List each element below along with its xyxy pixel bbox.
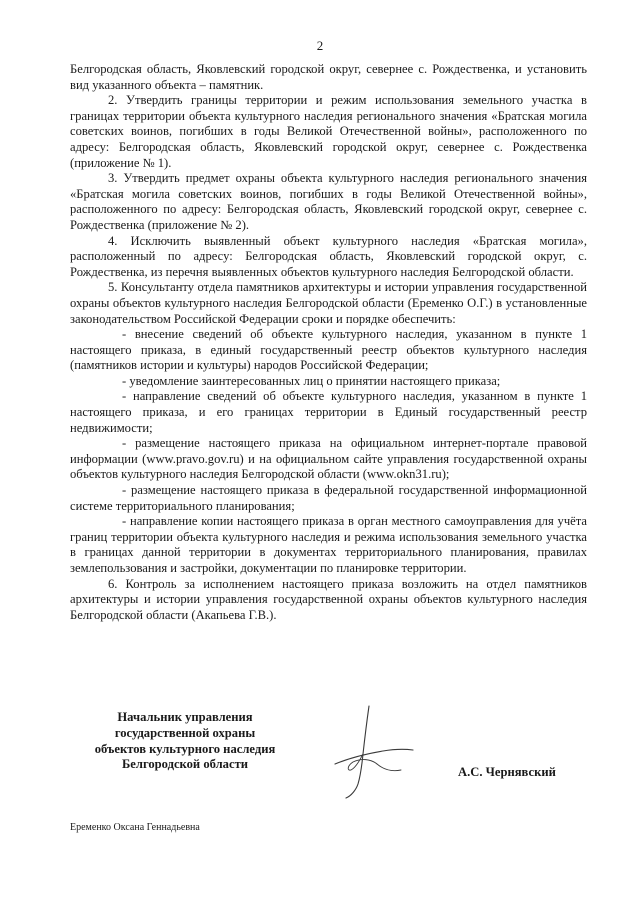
position-line: Начальник управления — [117, 710, 253, 724]
position-line: государственной охраны — [114, 725, 256, 740]
signatory-position — [70, 710, 300, 773]
bullet-information-system: - размещение настоящего приказа в федеральной государственной информационной системе территориального планирования; — [70, 483, 587, 513]
position-line: объектов культурного наследия — [94, 741, 276, 756]
paragraph-item-3: 3. Утвердить предмет охраны объекта культурного наследия регионального значения «Братская могила советских воинов, погибших в годы Великой Отечественной войны», расположенного по адресу: Белгородская область, Яковлевский городской округ, севернее с. Рождественка (приложение № 2). — [70, 171, 587, 232]
paragraph-item-4: 4. Исключить выявленный объект культурного наследия «Братская могила», расположенный по адресу: Белгородская область, Яковлевский городской округ, с. Рождественка, из перечня выявленных объектов культурного наследия Белгородской области. — [70, 233, 587, 279]
bullet-local-government: - направление копии настоящего приказа в орган местного самоуправления для учёта границ территории объекта культурного наследия и режима использования земельного участка в границах данной территории в документах территориального планирования, правилах землепользования и застройки, документации по планировке территории. — [70, 514, 587, 575]
executor-name: Еременко Оксана Геннадьевна — [70, 822, 200, 833]
paragraph-item-6: 6. Контроль за исполнением настоящего приказа возложить на отдел памятников архитектуры и истории управления государственной охраны объектов культурного наследия Белгородской области (Акапьева Г.В.). — [70, 576, 587, 622]
bullet-real-estate-registry: - направление сведений об объекте культурного наследия, указанном в пункте 1 настоящего приказа, и его границах территории в Единый государственный реестр недвижимости; — [70, 389, 587, 435]
bullet-publication: - размещение настоящего приказа на официальном интернет-портале правовой информации (www.pravo.gov.ru) и на официальном сайте управления государственной охраны объектов культурного наследия Белгородской области (www.okn31.ru); — [70, 436, 587, 482]
paragraph-continuation: Белгородская область, Яковлевский городской округ, севернее с. Рождественка, и установить вид указанного объекта – памятник. — [70, 62, 587, 92]
signer-name: А.С. Чернявский — [458, 765, 556, 779]
paragraph-item-2: 2. Утвердить границы территории и режим использования земельного участка в границах территории объекта культурного наследия регионального значения «Братская могила советских воинов, погибших в годы Великой Отечественной войны», расположенного по адресу: Белгородская область, Яковлевский городской округ, севернее с. Рождественка (приложение № 1). — [70, 93, 587, 170]
bullet-registry-entry: - внесение сведений об объекте культурного наследия, указанном в пункте 1 настоящего приказа, в единый государственный реестр объектов культурного наследия (памятников истории и культуры) народов Российской Федерации; — [70, 327, 587, 373]
bullet-notification: - уведомление заинтересованных лиц о принятии настоящего приказа; — [122, 373, 501, 388]
position-line: Белгородской области — [121, 757, 249, 772]
handwritten-signature — [325, 702, 420, 802]
paragraph-item-5: 5. Консультанту отдела памятников архитектуры и истории управления государственной охраны объектов культурного наследия Белгородской области (Еременко О.Г.) в установленные законодательством Российской Федерации сроки и порядке обеспечить: — [70, 280, 587, 326]
document-body — [70, 62, 587, 623]
page-number: 2 — [316, 38, 324, 53]
